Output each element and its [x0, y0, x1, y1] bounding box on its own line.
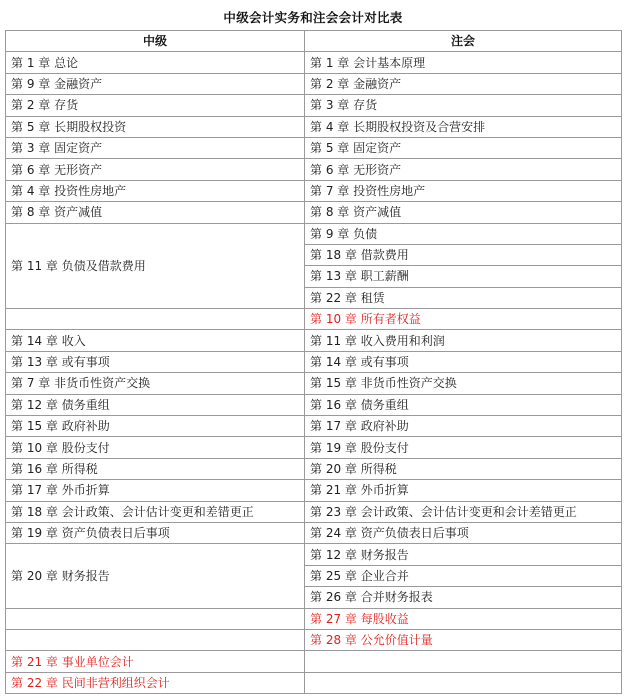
table-row [6, 116, 622, 137]
intermediate-chapter-cell: 第 5 章 长期股权投资 [6, 116, 305, 137]
table-body [6, 52, 622, 694]
page-title: 中级会计实务和注会会计对比表 [223, 10, 403, 25]
header-intermediate: 中级 [6, 31, 305, 52]
intermediate-chapter-cell: 第 8 章 资产减值 [6, 202, 305, 223]
intermediate-chapter-cell: 第 10 章 股份支付 [6, 437, 305, 458]
intermediate-chapter-cell: 第 17 章 外币折算 [6, 480, 305, 501]
table-row [6, 522, 622, 543]
table-row [6, 202, 622, 223]
table-header-row [6, 31, 622, 52]
intermediate-chapter-cell: 第 7 章 非货币性资产交换 [6, 373, 305, 394]
intermediate-chapter-cell: 第 4 章 投资性房地产 [6, 180, 305, 201]
intermediate-chapter-cell [6, 309, 305, 330]
cpa-chapter-cell: 第 1 章 会计基本原理 [305, 52, 622, 73]
cpa-chapter-cell: 第 8 章 资产减值 [305, 202, 622, 223]
cpa-chapter-cell: 第 24 章 资产负债表日后事项 [305, 522, 622, 543]
intermediate-chapter-cell: 第 6 章 无形资产 [6, 159, 305, 180]
cpa-chapter-cell: 第 14 章 或有事项 [305, 351, 622, 372]
intermediate-chapter-cell: 第 20 章 财务报告 [6, 544, 305, 608]
cpa-chapter-cell: 第 25 章 企业合并 [305, 565, 622, 586]
cpa-chapter-cell: 第 15 章 非货币性资产交换 [305, 373, 622, 394]
table-row [6, 458, 622, 479]
table-row [6, 309, 622, 330]
table-row [6, 330, 622, 351]
table-row [6, 672, 622, 693]
intermediate-chapter-cell: 第 16 章 所得税 [6, 458, 305, 479]
cpa-chapter-cell: 第 26 章 合并财务报表 [305, 587, 622, 608]
intermediate-chapter-cell: 第 14 章 收入 [6, 330, 305, 351]
cpa-chapter-cell: 第 12 章 财务报告 [305, 544, 622, 565]
cpa-chapter-cell: 第 18 章 借款费用 [305, 244, 622, 265]
intermediate-chapter-cell: 第 12 章 债务重组 [6, 394, 305, 415]
table-row [6, 437, 622, 458]
table-row [6, 180, 622, 201]
intermediate-chapter-cell: 第 18 章 会计政策、会计估计变更和差错更正 [6, 501, 305, 522]
comparison-table [5, 30, 622, 694]
table-row [6, 159, 622, 180]
table-row [6, 501, 622, 522]
intermediate-chapter-cell [6, 629, 305, 650]
cpa-chapter-cell [305, 672, 622, 693]
cpa-chapter-cell: 第 20 章 所得税 [305, 458, 622, 479]
intermediate-chapter-cell: 第 19 章 资产负债表日后事项 [6, 522, 305, 543]
intermediate-chapter-cell: 第 22 章 民间非营利组织会计 [6, 672, 305, 693]
table-row [6, 608, 622, 629]
cpa-chapter-cell: 第 5 章 固定资产 [305, 137, 622, 158]
header-cpa: 注会 [305, 31, 622, 52]
cpa-chapter-cell: 第 17 章 政府补助 [305, 416, 622, 437]
cpa-chapter-cell: 第 27 章 每股收益 [305, 608, 622, 629]
table-row [6, 52, 622, 73]
cpa-chapter-cell: 第 22 章 租赁 [305, 287, 622, 308]
cpa-chapter-cell: 第 13 章 职工薪酬 [305, 266, 622, 287]
cpa-chapter-cell: 第 23 章 会计政策、会计估计变更和会计差错更正 [305, 501, 622, 522]
table-row [6, 480, 622, 501]
table-row [6, 629, 622, 650]
intermediate-chapter-cell: 第 1 章 总论 [6, 52, 305, 73]
table-row [6, 351, 622, 372]
table-row [6, 394, 622, 415]
cpa-chapter-cell: 第 2 章 金融资产 [305, 73, 622, 94]
cpa-chapter-cell: 第 19 章 股份支付 [305, 437, 622, 458]
table-row [6, 544, 622, 565]
table-row [6, 416, 622, 437]
cpa-chapter-cell: 第 28 章 公允价值计量 [305, 629, 622, 650]
cpa-chapter-cell: 第 11 章 收入费用和利润 [305, 330, 622, 351]
intermediate-chapter-cell: 第 21 章 事业单位会计 [6, 651, 305, 672]
table-row [6, 73, 622, 94]
cpa-chapter-cell: 第 10 章 所有者权益 [305, 309, 622, 330]
table-row [6, 95, 622, 116]
cpa-chapter-cell: 第 21 章 外币折算 [305, 480, 622, 501]
intermediate-chapter-cell: 第 3 章 固定资产 [6, 137, 305, 158]
table-row [6, 223, 622, 244]
cpa-chapter-cell: 第 3 章 存货 [305, 95, 622, 116]
cpa-chapter-cell: 第 9 章 负债 [305, 223, 622, 244]
table-row [6, 137, 622, 158]
cpa-chapter-cell [305, 651, 622, 672]
intermediate-chapter-cell: 第 15 章 政府补助 [6, 416, 305, 437]
intermediate-chapter-cell: 第 13 章 或有事项 [6, 351, 305, 372]
table-row [6, 373, 622, 394]
intermediate-chapter-cell: 第 11 章 负债及借款费用 [6, 223, 305, 309]
intermediate-chapter-cell: 第 9 章 金融资产 [6, 73, 305, 94]
cpa-chapter-cell: 第 6 章 无形资产 [305, 159, 622, 180]
intermediate-chapter-cell [6, 608, 305, 629]
cpa-chapter-cell: 第 16 章 债务重组 [305, 394, 622, 415]
cpa-chapter-cell: 第 4 章 长期股权投资及合营安排 [305, 116, 622, 137]
table-row [6, 651, 622, 672]
intermediate-chapter-cell: 第 2 章 存货 [6, 95, 305, 116]
cpa-chapter-cell: 第 7 章 投资性房地产 [305, 180, 622, 201]
